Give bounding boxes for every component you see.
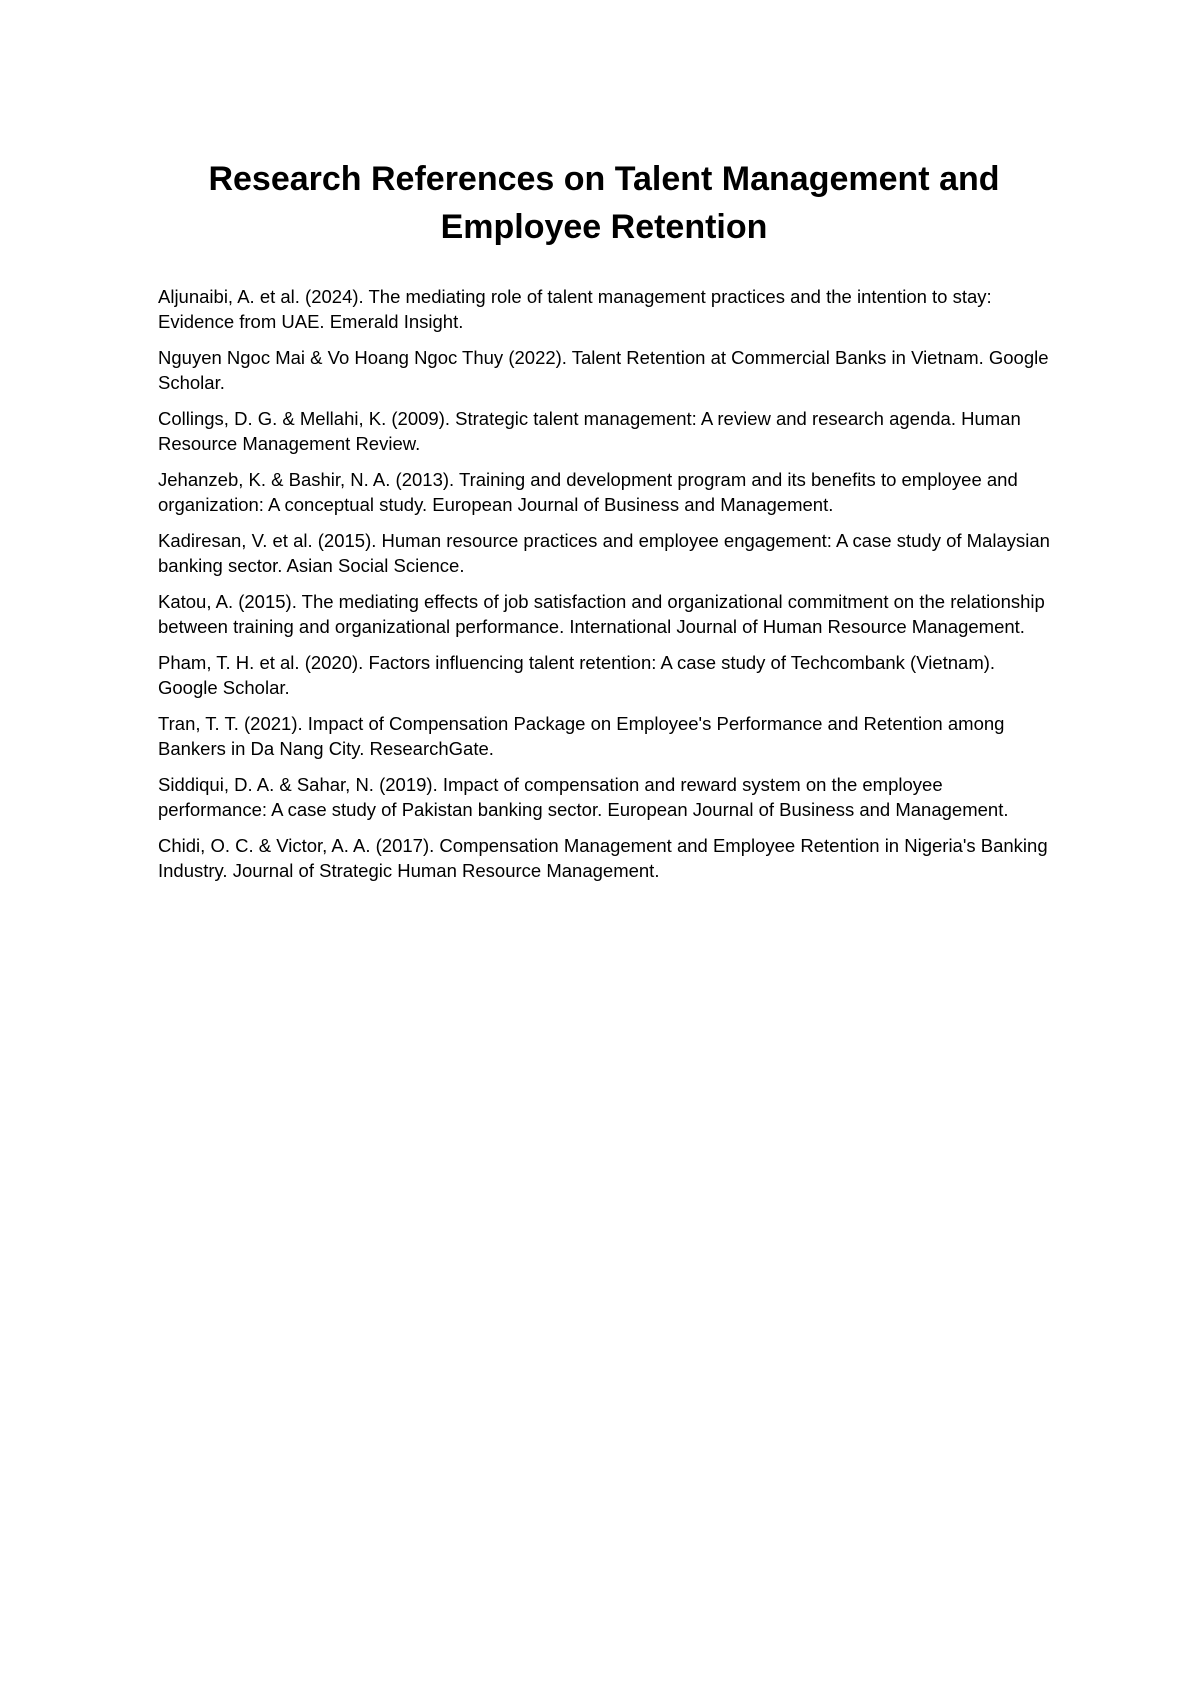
document-content xyxy=(158,155,1050,895)
reference-item: Nguyen Ngoc Mai & Vo Hoang Ngoc Thuy (2022). Talent Retention at Commercial Banks in Vietnam. Google Scholar. xyxy=(158,347,1049,393)
reference-item: Aljunaibi, A. et al. (2024). The mediating role of talent management practices and the intention to stay: Evidence from UAE. Emerald Insight. xyxy=(158,286,992,332)
reference-item: Jehanzeb, K. & Bashir, N. A. (2013). Training and development program and its benefits to employee and organization: A conceptual study. European Journal of Business and Management. xyxy=(158,469,1018,515)
reference-item: Katou, A. (2015). The mediating effects of job satisfaction and organizational commitment on the relationship between training and organizational performance. International Journal of Human Resource Management. xyxy=(158,591,1045,637)
reference-item: Siddiqui, D. A. & Sahar, N. (2019). Impact of compensation and reward system on the employee performance: A case study of Pakistan banking sector. European Journal of Business and Management. xyxy=(158,774,1009,820)
reference-list xyxy=(158,285,1050,883)
reference-item: Pham, T. H. et al. (2020). Factors influencing talent retention: A case study of Techcombank (Vietnam). Google Scholar. xyxy=(158,652,996,698)
reference-item: Chidi, O. C. & Victor, A. A. (2017). Compensation Management and Employee Retention in Nigeria's Banking Industry. Journal of Strategic Human Resource Management. xyxy=(158,835,1048,881)
reference-item: Collings, D. G. & Mellahi, K. (2009). Strategic talent management: A review and research agenda. Human Resource Management Review. xyxy=(158,408,1021,454)
document-title: Research References on Talent Management and Employee Retention xyxy=(208,160,1000,246)
reference-item: Tran, T. T. (2021). Impact of Compensation Package on Employee's Performance and Retention among Bankers in Da Nang City. ResearchGate. xyxy=(158,713,1005,759)
reference-item: Kadiresan, V. et al. (2015). Human resource practices and employee engagement: A case study of Malaysian banking sector. Asian Social Science. xyxy=(158,530,1050,576)
